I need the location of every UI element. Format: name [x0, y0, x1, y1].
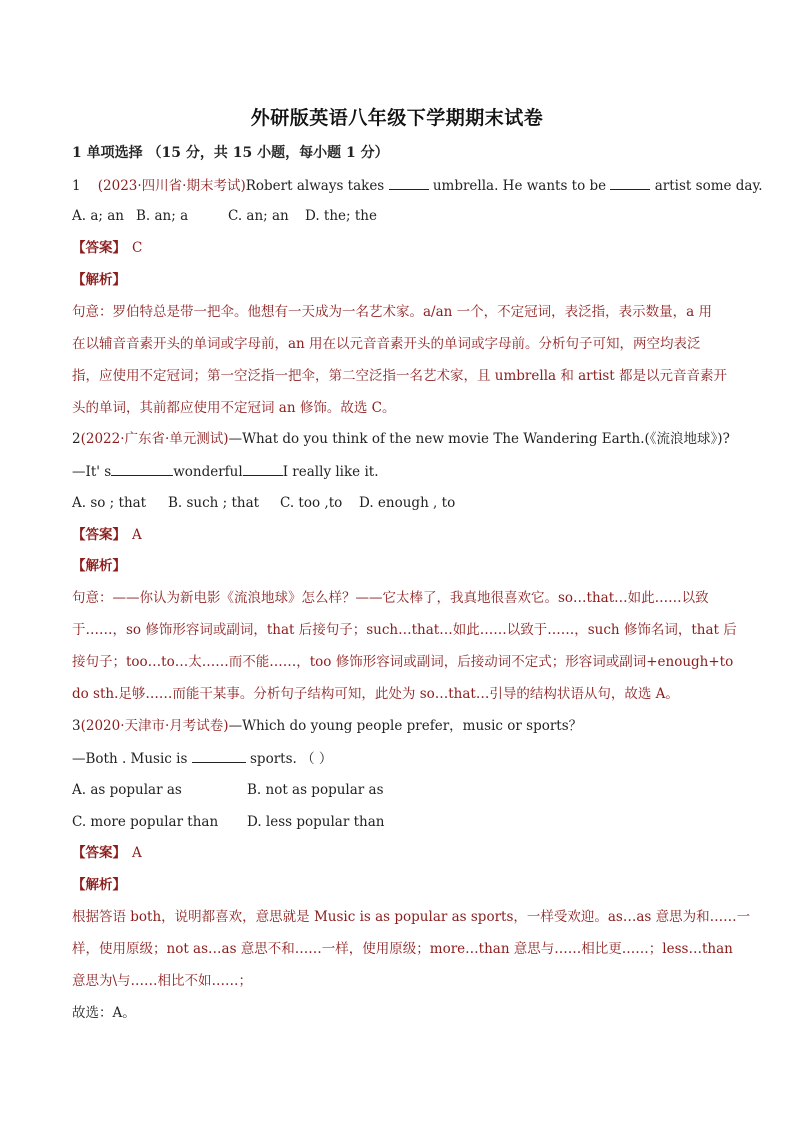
analysis-label: 【解析】	[72, 877, 126, 893]
explanation-line: 意思为\与……相比不如……；	[72, 973, 253, 989]
question-1-stem	[72, 175, 763, 196]
answer-label: 【答案】	[72, 845, 126, 861]
stem-text: artist some day.	[654, 178, 763, 194]
answer-label: 【答案】	[72, 240, 126, 256]
answer-blank	[389, 175, 429, 190]
answer-row	[72, 238, 732, 258]
reply-text: wonderful	[173, 464, 243, 480]
explanation-line: 句意：罗伯特总是带一把伞。他想有一天成为一名艺术家。a/an 一个，不定冠词，表泛指，表示数量，a 用	[72, 304, 712, 320]
analysis-label: 【解析】	[72, 558, 126, 574]
option-a: A. a; an	[72, 208, 124, 224]
explanation-line: do sth.足够……而能干某事。分析句子结构可知，此处为 so…that…引导的结构状语从句，故选 A。	[72, 686, 679, 702]
stem-text: —Which do young people prefer，music or sports？	[228, 718, 583, 734]
reply-text: —It' s	[72, 464, 112, 480]
option-c: C. more popular than	[72, 814, 219, 830]
reply-text: I really like it.	[282, 464, 379, 480]
option-a: A. so ; that	[72, 495, 147, 511]
answer-row	[72, 843, 732, 863]
stem-text: umbrella. He wants to be	[432, 178, 607, 194]
option-b: B. not as popular as	[247, 782, 384, 798]
answer-row	[72, 525, 732, 545]
explanation-line: 句意：——你认为新电影《流浪地球》怎么样？——它太棒了，我真地很喜欢它。so…that…如此……以致	[72, 590, 709, 606]
question-3-reply	[72, 748, 732, 769]
answer-blank	[610, 175, 650, 190]
option-d: D. enough , to	[359, 495, 456, 511]
explanation-line: 样，使用原级；not as…as 意思不和……一样，使用原级；more…than 意思与……相比更……；less…than	[72, 941, 733, 957]
stem-text: —What do you think of the new movie The Wandering Earth.(《流浪地球》)?	[228, 431, 730, 447]
option-b: B. such ; that	[168, 495, 260, 511]
option-c: C. an; an	[228, 208, 289, 224]
question-3-stem	[72, 716, 732, 736]
reply-text: —Both . Music is	[72, 751, 188, 767]
answer-value: A	[132, 527, 142, 543]
conclusion-line: 故选：A。	[72, 1005, 136, 1021]
option-d: D. the; the	[305, 208, 377, 224]
page-title: 外研版英语八年级下学期期末试卷	[250, 107, 544, 129]
reply-text: sports. （ ）	[250, 751, 333, 767]
explanation-line: 头的单词，其前都应使用不定冠词 an 修饰。故选 C。	[72, 400, 396, 416]
answer-value: A	[132, 845, 142, 861]
explanation-line: 于……，so 修饰形容词或副词，that 后接句子；such…that…如此……以致于……，such 修饰名词，that 后	[72, 622, 737, 638]
option-c: C. too ,to	[280, 495, 343, 511]
option-b: B. an; a	[136, 208, 189, 224]
question-number: 3	[72, 718, 81, 734]
question-2-stem	[72, 429, 732, 449]
answer-blank	[111, 461, 173, 476]
explanation-line: 接句子；too…to…太……而不能……，too 修饰形容词或副词，后接动词不定式；形容词或副词+enough+to	[72, 654, 734, 670]
analysis-label: 【解析】	[72, 272, 126, 288]
answer-label: 【答案】	[72, 527, 126, 543]
answer-blank	[243, 461, 283, 476]
question-2-reply	[72, 461, 732, 482]
question-number: 2	[72, 431, 81, 447]
question-source: (2020·天津市·月考试卷)	[80, 718, 229, 734]
answer-value: C	[132, 240, 143, 256]
option-a: A. as popular as	[72, 782, 182, 798]
question-number: 1	[72, 178, 81, 194]
section-heading: 1 单项选择 （15 分，共 15 小题，每小题 1 分）	[72, 145, 389, 161]
explanation-line: 根据答语 both，说明都喜欢，意思就是 Music is as popular as sports，一样受欢迎。as…as 意思为和……一	[72, 909, 751, 925]
option-d: D. less popular than	[247, 814, 385, 830]
stem-text: Robert always takes	[245, 178, 385, 194]
question-source: (2023·四川省·期末考试)	[97, 178, 246, 194]
explanation-line: 在以辅音音素开头的单词或字母前，an 用在以元音音素开头的单词或字母前。分析句子可知，两空均表泛	[72, 336, 701, 352]
answer-blank	[192, 748, 246, 763]
explanation-line: 指，应使用不定冠词；第一空泛指一把伞，第二空泛指一名艺术家，且 umbrella 和 artist 都是以元音音素开	[72, 368, 728, 384]
question-source: (2022·广东省·单元测试)	[80, 431, 229, 447]
